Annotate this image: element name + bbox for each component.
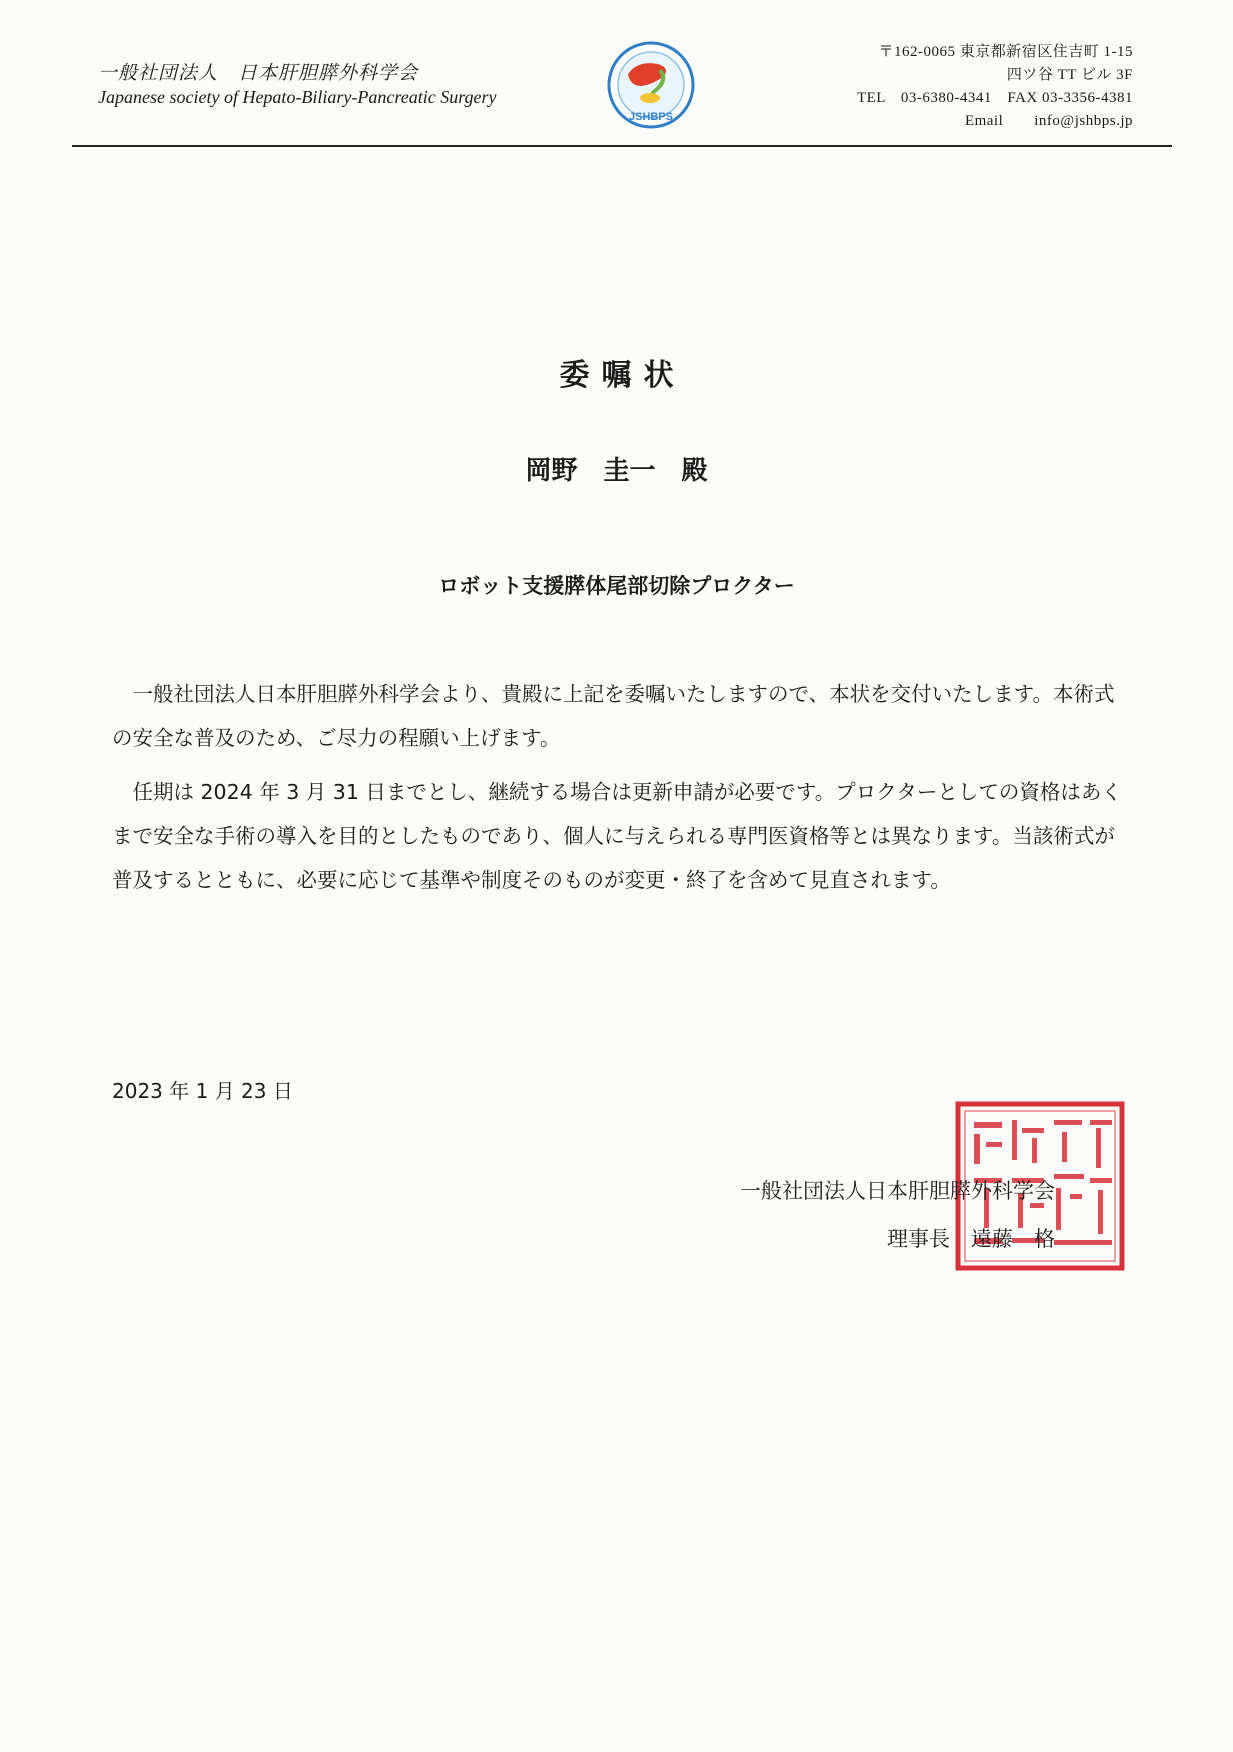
body-text-2: 任期は 2024 年 3 月 31 日までとし、継続する場合は更新申請が必要です。プロクターとしての資格はあくまで安全な手術の導入を目的としたものであり、個人に与えられる専門医資格等とは異なります。当該術式が普及するとともに、必要に応じて基準や制度そのものが変更・終了を含めて見直されます。 bbox=[112, 780, 1122, 892]
tel-fax: TEL 03-6380-4341 FAX 03-3356-4381 bbox=[856, 90, 1133, 106]
body-text-1: 一般社団法人日本肝胆膵外科学会より、貴殿に上記を委嘱いたしますので、本状を交付いたします。本術式の安全な普及のため、ご尽力の程願い上げます。 bbox=[112, 682, 1115, 750]
header-divider bbox=[72, 145, 1172, 147]
appointment-role: ロボット支援膵体尾部切除プロクター bbox=[438, 574, 795, 598]
signing-organization: 一般社団法人日本肝胆膵外科学会 bbox=[740, 1179, 1055, 1203]
recipient-name: 岡野 圭一 殿 bbox=[525, 456, 708, 486]
issue-date: 2023 年 1 月 23 日 bbox=[112, 1079, 293, 1103]
body-paragraph-1 bbox=[112, 672, 1124, 760]
header-org-jp: 一般社団法人 日本肝胆膵外科学会 bbox=[98, 62, 419, 84]
header-org-en: Japanese society of Hepato-Biliary-Pancreatic Surgery bbox=[98, 87, 497, 107]
address-line-1: 〒162-0065 東京都新宿区住吉町 1-15 bbox=[878, 44, 1133, 60]
chairperson-name: 理事長 遠藤 格 bbox=[887, 1227, 1055, 1251]
society-logo bbox=[606, 40, 696, 130]
email: Email info@jshbps.jp bbox=[964, 113, 1133, 129]
body-paragraph-2 bbox=[112, 770, 1124, 902]
logo-text: JSHBPS bbox=[628, 111, 674, 123]
address-line-2: 四ツ谷 TT ビル 3F bbox=[1006, 67, 1133, 83]
document-title: 委嘱状 bbox=[559, 358, 686, 393]
